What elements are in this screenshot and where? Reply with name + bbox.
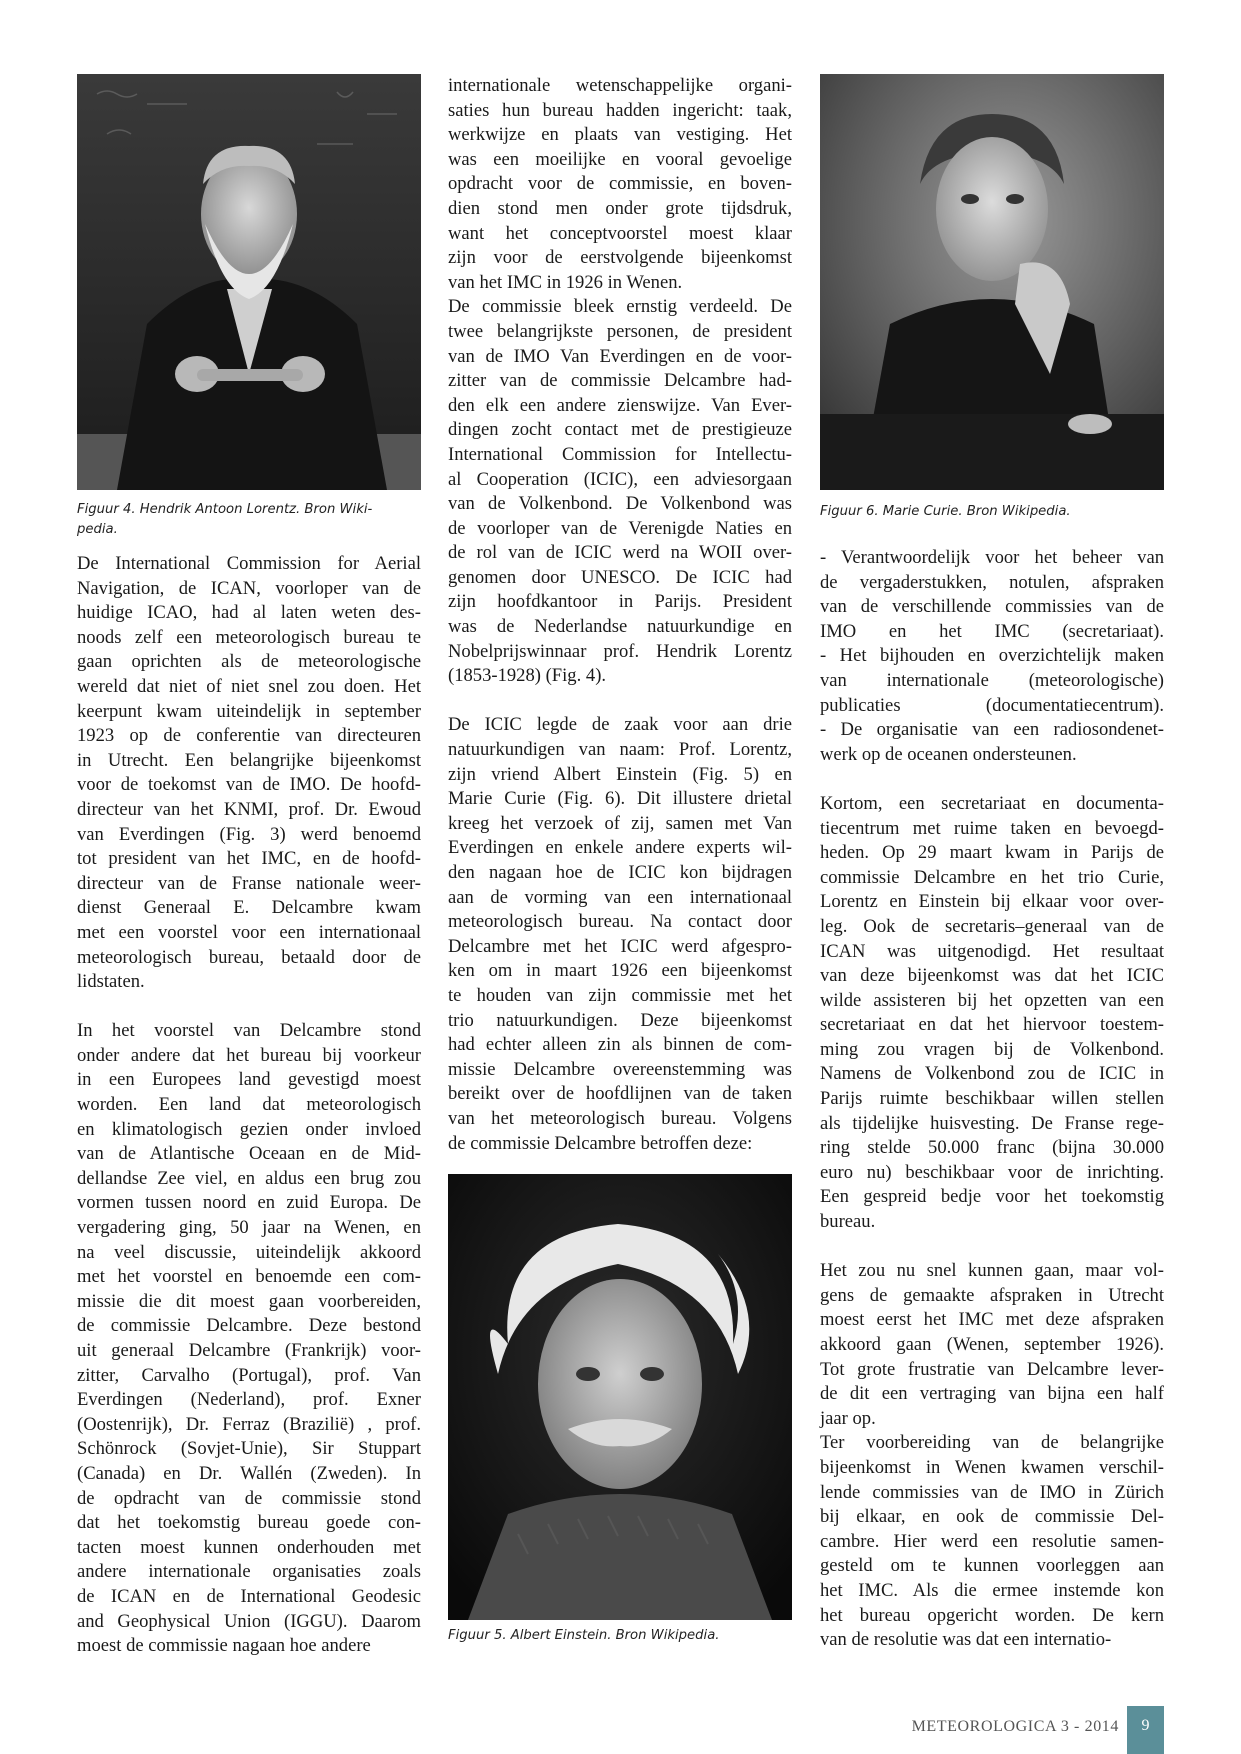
text-line: huidige ICAO, had al laten weten des-: [77, 602, 421, 624]
text-line: leg. Ook de secretaris–generaal van de: [820, 915, 1164, 937]
text-line: het bureau opgericht worden. De kern: [820, 1604, 1164, 1626]
text-line: bereikt over de hoofdlijnen van de taken: [448, 1083, 792, 1105]
text-line: de rol van de ICIC werd na WOII over-: [448, 542, 792, 564]
text-line: van het IMC in 1926 in Wenen.: [448, 271, 683, 293]
figure-4-photo: [77, 74, 421, 490]
column-3-paragraph-2: [820, 792, 1164, 1235]
text-line: 1923 op de conferentie van directeuren: [77, 725, 421, 747]
text-line: zitter van de commissie Delcambre had-: [448, 370, 792, 392]
text-line: al Cooperation (ICIC), een adviesorgaan: [448, 468, 792, 490]
text-line: natuurkundigen van naam: Prof. Lorentz,: [448, 739, 792, 761]
text-line: de commissie Delcambre. Deze bestond: [77, 1315, 421, 1337]
text-line: genomen door UNESCO. De ICIC had: [448, 566, 792, 588]
text-line: Nobelprijswinnaar prof. Hendrik Lorentz: [448, 640, 792, 662]
column-2: [448, 74, 792, 1646]
text-line: gaan oprichten als de meteorologische: [77, 651, 421, 673]
text-line: uit generaal Delcambre (Frankrijk) voor-: [77, 1340, 421, 1361]
column-1: [77, 74, 421, 1659]
text-line: Everdingen en enkele andere experts wil-: [448, 837, 792, 859]
text-line: - Verantwoordelijk voor het beheer van: [820, 547, 1164, 568]
text-line: met het voorstel en benoemde een com-: [77, 1266, 421, 1288]
text-line: Kortom, een secretariaat en documenta-: [820, 792, 1164, 814]
text-line: Namens de Volkenbond zou de ICIC in: [820, 1063, 1164, 1085]
text-line: de vergaderstukken, notulen, afspraken: [820, 571, 1164, 593]
text-line: bureau.: [820, 1211, 876, 1233]
column-2-paragraph-3: [448, 713, 792, 1156]
text-line: De ICIC legde de zaak voor aan drie: [448, 714, 792, 736]
column-3-paragraph-1: [820, 546, 1164, 767]
page-footer: [0, 1706, 1241, 1754]
text-line: werkwijze en plaats van vestiging. Het: [448, 124, 792, 146]
text-line: dat het toekomstig bureau goede con-: [77, 1512, 421, 1534]
text-line: wilde assisteren bij het opzetten van een: [820, 989, 1164, 1011]
column-3: [820, 74, 1164, 1653]
text-line: bij elkaar, en ook de commissie Del-: [820, 1506, 1164, 1528]
text-line: in een Europees land gevestigd moest: [77, 1069, 421, 1091]
text-line: in Utrecht. Een belangrijke bijeenkomst: [77, 749, 421, 771]
text-line: ICAN was uitgenodigd. Het resultaat: [820, 940, 1164, 962]
text-line: van de resolutie was dat een internatio-: [820, 1629, 1112, 1651]
figure-4-caption: Figuur 4. Hendrik Antoon Lorentz. Bron Wiki- pedia.: [77, 502, 373, 537]
text-line: bijeenkomst in Wenen kwamen verschil-: [820, 1456, 1164, 1478]
text-line: and Geophysical Union (IGGU). Daarom: [77, 1610, 421, 1632]
text-line: voor de toekomst van de IMO. De hoofd-: [77, 774, 421, 796]
text-line: commissie Delcambre en het trio Curie,: [820, 866, 1164, 888]
figure-6-photo: [820, 74, 1164, 490]
text-line: lende commissies van de IMO in Zürich: [820, 1481, 1164, 1503]
text-line: International Commission for Intellectu-: [448, 443, 792, 465]
text-line: (1853-1928) (Fig. 4).: [448, 665, 607, 687]
figure-5-caption: Figuur 5. Albert Einstein. Bron Wikipedia.: [448, 1628, 720, 1644]
text-line: van het meteorologisch bureau. Volgens: [448, 1107, 792, 1129]
text-line: Everdingen (Nederland), prof. Exner: [77, 1389, 421, 1411]
text-line: vergadering ging, 50 jaar na Wenen, en: [77, 1217, 421, 1239]
text-line: den elk een andere zienswijze. Van Ever-: [448, 394, 792, 416]
text-line: als tijdelijke huisvesting. De Franse rege-: [820, 1112, 1164, 1134]
text-line: Het zou nu snel kunnen gaan, maar vol-: [820, 1260, 1164, 1282]
text-line: dien stond men onder grote tijdsdruk,: [448, 197, 792, 219]
text-line: zitter, Carvalho (Portugal), prof. Van: [77, 1364, 421, 1386]
text-line: opdracht voor de commissie, en boven-: [448, 173, 792, 195]
text-line: Ter voorbereiding van de belangrijke: [820, 1432, 1164, 1454]
text-line: internationale wetenschappelijke organi-: [448, 75, 792, 96]
text-line: tot president van het IMC, en de hoofd-: [77, 848, 421, 870]
curie-portrait-image: [820, 74, 1164, 490]
text-line: (Canada) en Dr. Wallén (Zweden). In: [77, 1462, 421, 1484]
text-line: tiecentrum met ruime taken en bevoegd-: [820, 817, 1164, 839]
text-line: onder andere dat het bureau bij voorkeur: [77, 1044, 421, 1066]
text-line: het IMC. Als die ermee instemde kon: [820, 1579, 1164, 1601]
text-line: Schönrock (Sovjet-Unie), Sir Stuppart: [77, 1438, 421, 1460]
text-line: zijn hoofdkantoor in Parijs. President: [448, 591, 792, 613]
text-line: trio natuurkundigen. Deze bijeenkomst: [448, 1009, 792, 1031]
text-line: de voorloper van de Verenigde Naties en: [448, 517, 792, 539]
text-line: Lorentz en Einstein bij elkaar voor over-: [820, 891, 1164, 913]
text-line: keerpunt kwam uiteindelijk in september: [77, 700, 421, 722]
text-line: van internationale (meteorologische): [820, 669, 1164, 691]
text-line: Delcambre met het ICIC werd afgespro-: [448, 935, 792, 957]
text-line: den nagaan hoe de ICIC kon bijdragen: [448, 862, 792, 883]
text-line: van Everdingen (Fig. 3) werd benoemd: [77, 823, 421, 845]
page-number: 9: [1127, 1706, 1164, 1754]
text-line: gens de gemaakte afspraken in Utrecht: [820, 1284, 1164, 1306]
text-line: de opdracht van de commissie stond: [77, 1487, 421, 1509]
text-line: had echter alleen zin als binnen de com-: [448, 1034, 792, 1056]
text-line: worden. Een land dat meteorologisch: [77, 1094, 421, 1116]
text-line: jaar op.: [820, 1407, 876, 1429]
text-line: zijn vriend Albert Einstein (Fig. 5) en: [448, 763, 792, 785]
figure-5-photo: [448, 1174, 792, 1620]
text-line: van de IMO Van Everdingen en de voor-: [448, 345, 792, 367]
text-line: Parijs ruimte beschikbaar willen stellen: [820, 1088, 1164, 1110]
text-line: missie die dit moest gaan voorbereiden,: [77, 1290, 421, 1312]
text-line: (Oostenrijk), Dr. Ferraz (Brazilië) , prof.: [77, 1413, 421, 1435]
text-line: en klimatologisch gezien onder invloed: [77, 1118, 421, 1140]
text-line: lidstaten.: [77, 971, 145, 993]
column-1-paragraph-2: [77, 1019, 421, 1658]
text-line: tacten moest kunnen onderhouden met: [77, 1536, 421, 1558]
text-line: werk op de oceanen ondersteunen.: [820, 743, 1077, 765]
text-line: noods zelf een meteorologisch bureau te: [77, 626, 421, 648]
text-line: euro nu) beschikbaar voor de inrichting.: [820, 1161, 1164, 1183]
text-line: publicaties (documentatiecentrum).: [820, 694, 1164, 716]
text-line: directeur van het KNMI, prof. Dr. Ewoud: [77, 798, 421, 820]
text-line: van de Volkenbond. De Volkenbond was: [448, 493, 792, 515]
text-line: dellandse Zee viel, en aldus een brug zou: [77, 1167, 421, 1189]
text-line: In het voorstel van Delcambre stond: [77, 1020, 421, 1042]
column-3-paragraph-3: [820, 1259, 1164, 1431]
text-line: kreeg het verzoek of zij, samen met Van: [448, 812, 792, 834]
text-line: de dit een vertraging van bijna een half: [820, 1383, 1164, 1405]
lorentz-portrait-image: [77, 74, 421, 490]
text-line: - De organisatie van een radiosondenet-: [820, 719, 1164, 741]
text-line: van de Atlantische Oceaan en de Mid-: [77, 1143, 421, 1165]
text-line: de ICAN en de International Geodesic: [77, 1585, 421, 1607]
text-line: Marie Curie (Fig. 6). Dit illustere drietal: [448, 788, 792, 810]
text-line: moest eerst het IMC met deze afspraken: [820, 1309, 1164, 1331]
text-line: want het conceptvoorstel moest klaar: [448, 222, 792, 244]
text-line: te houden van zijn commissie met het: [448, 984, 792, 1006]
text-line: na veel discussie, uiteindelijk akkoord: [77, 1241, 421, 1263]
text-line: ken om in maart 1926 een bijeenkomst: [448, 960, 792, 982]
text-line: ring stelde 50.000 franc (bijna 30.000: [820, 1137, 1164, 1159]
figure-6-caption: Figuur 6. Marie Curie. Bron Wikipedia.: [820, 504, 1071, 519]
text-line: dienst Generaal E. Delcambre kwam: [77, 897, 421, 919]
text-line: moest de commissie nagaan hoe andere: [77, 1635, 371, 1657]
text-line: andere internationale organisaties zoals: [77, 1561, 421, 1583]
text-line: saties hun bureau hadden ingericht: taak,: [448, 99, 792, 121]
text-line: heden. Op 29 maart kwam in Parijs de: [820, 842, 1164, 864]
text-line: met een voorstel voor een internationaal: [77, 921, 421, 943]
text-line: De commissie bleek ernstig verdeeld. De: [448, 296, 792, 318]
text-line: gesteld om te kunnen voorleggen aan: [820, 1555, 1164, 1577]
text-line: Navigation, de ICAN, voorloper van de: [77, 577, 421, 599]
text-line: zijn voor de eerstvolgende bijeenkomst: [448, 247, 792, 269]
text-line: directeur van de Franse nationale weer-: [77, 872, 421, 894]
text-line: dingen zocht contact met de prestigieuze: [448, 419, 792, 441]
text-line: vormen tussen noord en zuid Europa. De: [77, 1192, 421, 1214]
text-line: - Het bijhouden en overzichtelijk maken: [820, 645, 1164, 667]
text-line: van deze bijeenkomst was dat het ICIC: [820, 965, 1164, 987]
text-line: ming zou vragen bij de Volkenbond.: [820, 1038, 1164, 1060]
text-line: was een moeilijke en vooral gevoelige: [448, 148, 792, 170]
text-line: twee belangrijkste personen, de president: [448, 320, 792, 342]
journal-issue-label: METEOROLOGICA 3 - 2014: [911, 1718, 1119, 1735]
text-line: van de verschillende commissies van de: [820, 596, 1164, 618]
text-line: meteorologisch bureau, betaald door de: [77, 946, 421, 968]
einstein-portrait-image: [448, 1174, 792, 1620]
text-line: De International Commission for Aerial: [77, 553, 421, 574]
text-line: Tot grote frustratie van Delcambre lever-: [820, 1358, 1164, 1380]
text-line: secretariaat en dat het hiervoor toestem-: [820, 1014, 1164, 1036]
column-3-paragraph-4: [820, 1431, 1164, 1652]
text-line: wereld dat niet of niet snel zou doen. Het: [77, 675, 421, 697]
text-line: IMO en het IMC (secretariaat).: [820, 620, 1164, 642]
column-1-paragraph-1: [77, 552, 421, 995]
text-line: meteorologisch bureau. Na contact door: [448, 911, 792, 933]
text-line: aan de vorming van een internationaal: [448, 886, 792, 908]
column-2-paragraph-1: [448, 74, 792, 295]
text-line: missie Delcambre overeenstemming was: [448, 1058, 792, 1080]
text-line: akkoord gaan (Wenen, september 1926).: [820, 1334, 1164, 1355]
text-line: de commissie Delcambre betroffen deze:: [448, 1132, 753, 1154]
text-line: Een gespreid bedje voor het toekomstig: [820, 1186, 1164, 1208]
column-2-paragraph-2: [448, 295, 792, 689]
text-line: was de Nederlandse natuurkundige en: [448, 616, 792, 638]
text-line: cambre. Hier werd een resolutie samen-: [820, 1530, 1164, 1552]
